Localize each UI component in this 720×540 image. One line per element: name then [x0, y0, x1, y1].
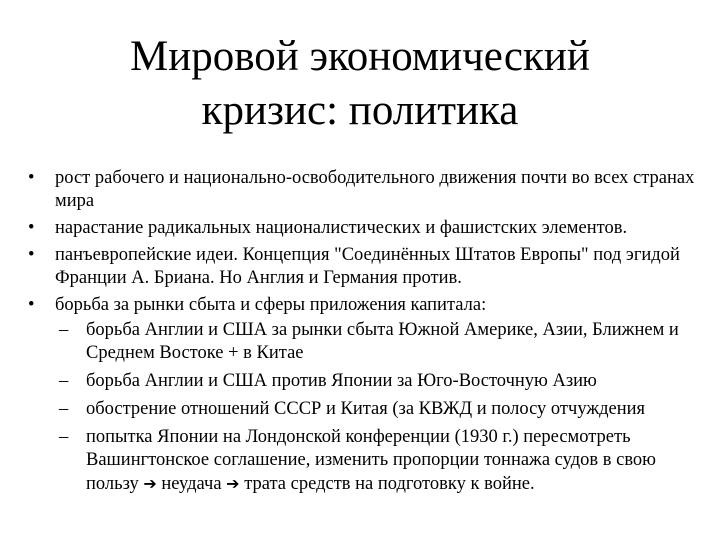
- sub-text: борьба Англии и США за рынки сбыта Южной Америке, Азии, Ближнем и Среднем Востоке + в Китае: [86, 320, 679, 363]
- right-arrow-icon: ➔: [143, 474, 157, 493]
- slide-title: [60, 30, 660, 138]
- bullet-item: [28, 244, 698, 290]
- sub-text-part-1: попытка Японии на Лондонской конференции (1930 г.) пересмотреть Вашингтонское соглашение, изменить пропорции тоннажа судов в свою пользу: [86, 427, 657, 494]
- bullet-item: [28, 167, 698, 213]
- sub-list: [55, 319, 698, 496]
- sub-text-part-3: трата средств на подготовку к войне.: [239, 474, 535, 494]
- dash-marker: –: [59, 427, 69, 447]
- bullet-text: нарастание радикальных националистических и фашистских элементов.: [55, 218, 628, 238]
- sub-text: обострение отношений СССР и Китая (за КВЖД и полосу отчуждения: [86, 399, 646, 419]
- bullet-list: [28, 167, 698, 501]
- sub-item: [55, 426, 698, 496]
- bullet-item: [28, 294, 698, 496]
- sub-text: борьба Англии и США против Японии за Юго-Восточную Азию: [86, 371, 597, 391]
- right-arrow-icon: ➔: [226, 474, 240, 493]
- sub-item: [55, 370, 698, 393]
- bullet-item: [28, 217, 698, 240]
- dash-marker: –: [59, 399, 69, 419]
- sub-item: [55, 319, 698, 365]
- title-line-1: Мировой экономический: [130, 33, 590, 80]
- bullet-marker: •: [28, 295, 35, 315]
- bullet-text: панъевропейские идеи. Концепция "Соединённых Штатов Европы" под эгидой Франции А. Бриана. Но Англия и Германия против.: [55, 245, 680, 288]
- sub-item: [55, 398, 698, 421]
- sub-text-part-2: неудача: [156, 474, 227, 494]
- title-line-2: кризис: политика: [201, 87, 519, 134]
- bullet-marker: •: [28, 245, 35, 265]
- bullet-marker: •: [28, 168, 35, 188]
- bullet-text: борьба за рынки сбыта и сферы приложения капитала:: [55, 295, 487, 315]
- bullet-text: рост рабочего и национально-освободительного движения почти во всех странах мира: [55, 168, 695, 211]
- dash-marker: –: [59, 320, 69, 340]
- dash-marker: –: [59, 371, 69, 391]
- bullet-marker: •: [28, 218, 35, 238]
